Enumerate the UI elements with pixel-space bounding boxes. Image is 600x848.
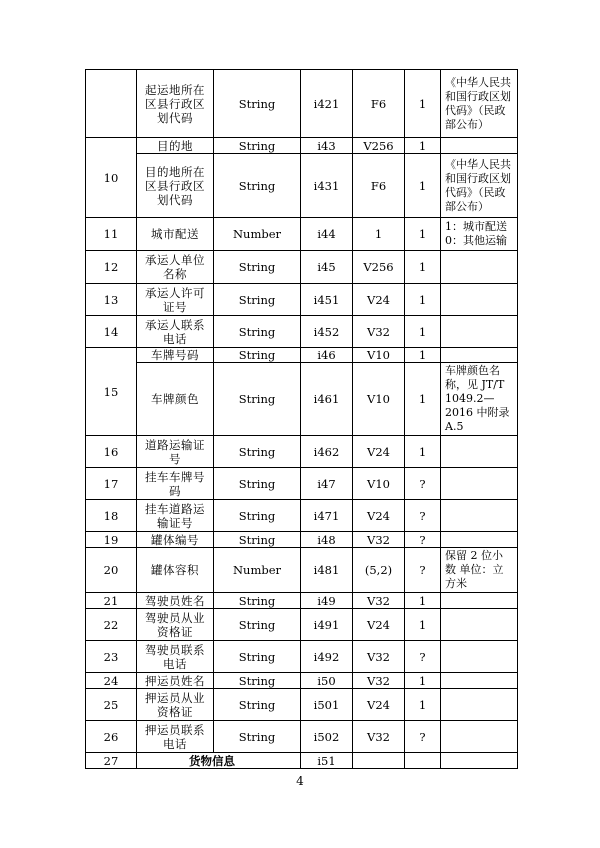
requirement: 1 [405, 218, 441, 251]
row-number: 15 [86, 348, 137, 436]
data-type: String [214, 593, 301, 609]
identifier: i49 [301, 593, 353, 609]
row-number: 18 [86, 500, 137, 532]
field-name: 道路运输证号 [137, 436, 214, 468]
row-number: 14 [86, 316, 137, 348]
requirement: 1 [405, 70, 441, 138]
row-number: 11 [86, 218, 137, 251]
format: V32 [353, 641, 405, 673]
table-row [86, 532, 518, 548]
requirement: 1 [405, 689, 441, 721]
table-row [86, 468, 518, 500]
table-row [86, 593, 518, 609]
field-name: 城市配送 [137, 218, 214, 251]
row-number: 23 [86, 641, 137, 673]
format: V32 [353, 316, 405, 348]
table-row [86, 753, 518, 769]
field-name: 车牌颜色 [137, 363, 214, 436]
identifier: i501 [301, 689, 353, 721]
table-row [86, 316, 518, 348]
format: V256 [353, 251, 405, 284]
format: V256 [353, 138, 405, 154]
identifier: i481 [301, 548, 353, 593]
format: 1 [353, 218, 405, 251]
field-name: 驾驶员联系电话 [137, 641, 214, 673]
field-name: 目的地所在区县行政区划代码 [137, 154, 214, 218]
data-type: String [214, 70, 301, 138]
row-number: 17 [86, 468, 137, 500]
identifier: i491 [301, 609, 353, 641]
field-name: 挂车道路运输证号 [137, 500, 214, 532]
note [441, 673, 518, 689]
note [441, 721, 518, 753]
requirement: 1 [405, 363, 441, 436]
section-heading: 货物信息 [137, 753, 301, 769]
format: V32 [353, 673, 405, 689]
table-row [86, 609, 518, 641]
field-name: 承运人联系电话 [137, 316, 214, 348]
format: V10 [353, 363, 405, 436]
data-type: String [214, 436, 301, 468]
field-name: 承运人单位名称 [137, 251, 214, 284]
table-row [86, 154, 518, 218]
note [441, 436, 518, 468]
format [353, 753, 405, 769]
requirement: 1 [405, 138, 441, 154]
identifier: i451 [301, 284, 353, 316]
field-name: 罐体编号 [137, 532, 214, 548]
data-type: String [214, 316, 301, 348]
field-name: 驾驶员姓名 [137, 593, 214, 609]
requirement: 1 [405, 609, 441, 641]
note [441, 316, 518, 348]
row-number: 24 [86, 673, 137, 689]
requirement: 1 [405, 316, 441, 348]
requirement [405, 753, 441, 769]
data-type: String [214, 532, 301, 548]
row-number: 25 [86, 689, 137, 721]
data-type: String [214, 468, 301, 500]
data-type: String [214, 138, 301, 154]
identifier: i421 [301, 70, 353, 138]
requirement: 1 [405, 284, 441, 316]
table-row [86, 500, 518, 532]
identifier: i48 [301, 532, 353, 548]
data-type: String [214, 348, 301, 363]
note [441, 532, 518, 548]
table-row [86, 138, 518, 154]
table-row [86, 348, 518, 363]
data-element-table [85, 69, 518, 769]
requirement: ? [405, 721, 441, 753]
format: V10 [353, 348, 405, 363]
format: V10 [353, 468, 405, 500]
table-row [86, 284, 518, 316]
identifier: i50 [301, 673, 353, 689]
field-name: 目的地 [137, 138, 214, 154]
data-type: String [214, 500, 301, 532]
note [441, 689, 518, 721]
identifier: i43 [301, 138, 353, 154]
field-name: 起运地所在区县行政区划代码 [137, 70, 214, 138]
row-number: 27 [86, 753, 137, 769]
table-row [86, 70, 518, 138]
row-number [86, 70, 137, 138]
identifier: i502 [301, 721, 353, 753]
table-row [86, 689, 518, 721]
identifier: i44 [301, 218, 353, 251]
identifier: i47 [301, 468, 353, 500]
note: 《中华人民共和国行政区划代码》（民政部公布） [441, 70, 518, 138]
identifier: i45 [301, 251, 353, 284]
format: V24 [353, 609, 405, 641]
note [441, 609, 518, 641]
row-number: 19 [86, 532, 137, 548]
field-name: 押运员联系电话 [137, 721, 214, 753]
table-row [86, 721, 518, 753]
format: V24 [353, 689, 405, 721]
note: 车牌颜色名称，见 JT/T 1049.2—2016 中附录 A.5 [441, 363, 518, 436]
data-type: String [214, 284, 301, 316]
identifier: i452 [301, 316, 353, 348]
format: V32 [353, 532, 405, 548]
requirement: ? [405, 500, 441, 532]
row-number: 16 [86, 436, 137, 468]
requirement: 1 [405, 251, 441, 284]
format: V32 [353, 593, 405, 609]
field-name: 罐体容积 [137, 548, 214, 593]
requirement: ? [405, 548, 441, 593]
data-type: String [214, 673, 301, 689]
data-type: String [214, 363, 301, 436]
requirement: ? [405, 468, 441, 500]
requirement: 1 [405, 593, 441, 609]
identifier: i461 [301, 363, 353, 436]
format: F6 [353, 154, 405, 218]
note: 《中华人民共和国行政区划代码》（民政部公布） [441, 154, 518, 218]
format: V24 [353, 500, 405, 532]
row-number: 26 [86, 721, 137, 753]
format: (5,2) [353, 548, 405, 593]
data-type: String [214, 641, 301, 673]
identifier: i492 [301, 641, 353, 673]
note [441, 284, 518, 316]
note [441, 500, 518, 532]
note [441, 753, 518, 769]
table-row [86, 363, 518, 436]
table-row [86, 673, 518, 689]
requirement: 1 [405, 673, 441, 689]
format: F6 [353, 70, 405, 138]
note [441, 251, 518, 284]
table-row [86, 218, 518, 251]
requirement: ? [405, 532, 441, 548]
row-number: 22 [86, 609, 137, 641]
requirement: 1 [405, 154, 441, 218]
format: V24 [353, 436, 405, 468]
page-number: 4 [296, 774, 304, 788]
note: 1：城市配送 0：其他运输 [441, 218, 518, 251]
row-number: 21 [86, 593, 137, 609]
identifier: i46 [301, 348, 353, 363]
data-type: String [214, 251, 301, 284]
row-number: 13 [86, 284, 137, 316]
requirement: ? [405, 641, 441, 673]
data-type: String [214, 609, 301, 641]
table-row [86, 251, 518, 284]
note [441, 641, 518, 673]
data-type: Number [214, 548, 301, 593]
requirement: 1 [405, 436, 441, 468]
row-number: 20 [86, 548, 137, 593]
note [441, 348, 518, 363]
field-name: 押运员从业资格证 [137, 689, 214, 721]
note: 保留 2 位小数 单位：立方米 [441, 548, 518, 593]
table-row [86, 548, 518, 593]
row-number: 10 [86, 138, 137, 218]
identifier: i51 [301, 753, 353, 769]
identifier: i471 [301, 500, 353, 532]
format: V24 [353, 284, 405, 316]
identifier: i431 [301, 154, 353, 218]
data-type: String [214, 154, 301, 218]
note [441, 593, 518, 609]
field-name: 挂车车牌号码 [137, 468, 214, 500]
data-type: String [214, 721, 301, 753]
requirement: 1 [405, 348, 441, 363]
row-number: 12 [86, 251, 137, 284]
field-name: 承运人许可证号 [137, 284, 214, 316]
note [441, 138, 518, 154]
data-type: String [214, 689, 301, 721]
field-name: 押运员姓名 [137, 673, 214, 689]
table-row [86, 641, 518, 673]
identifier: i462 [301, 436, 353, 468]
note [441, 468, 518, 500]
data-type: Number [214, 218, 301, 251]
format: V32 [353, 721, 405, 753]
field-name: 驾驶员从业资格证 [137, 609, 214, 641]
table-row [86, 436, 518, 468]
field-name: 车牌号码 [137, 348, 214, 363]
